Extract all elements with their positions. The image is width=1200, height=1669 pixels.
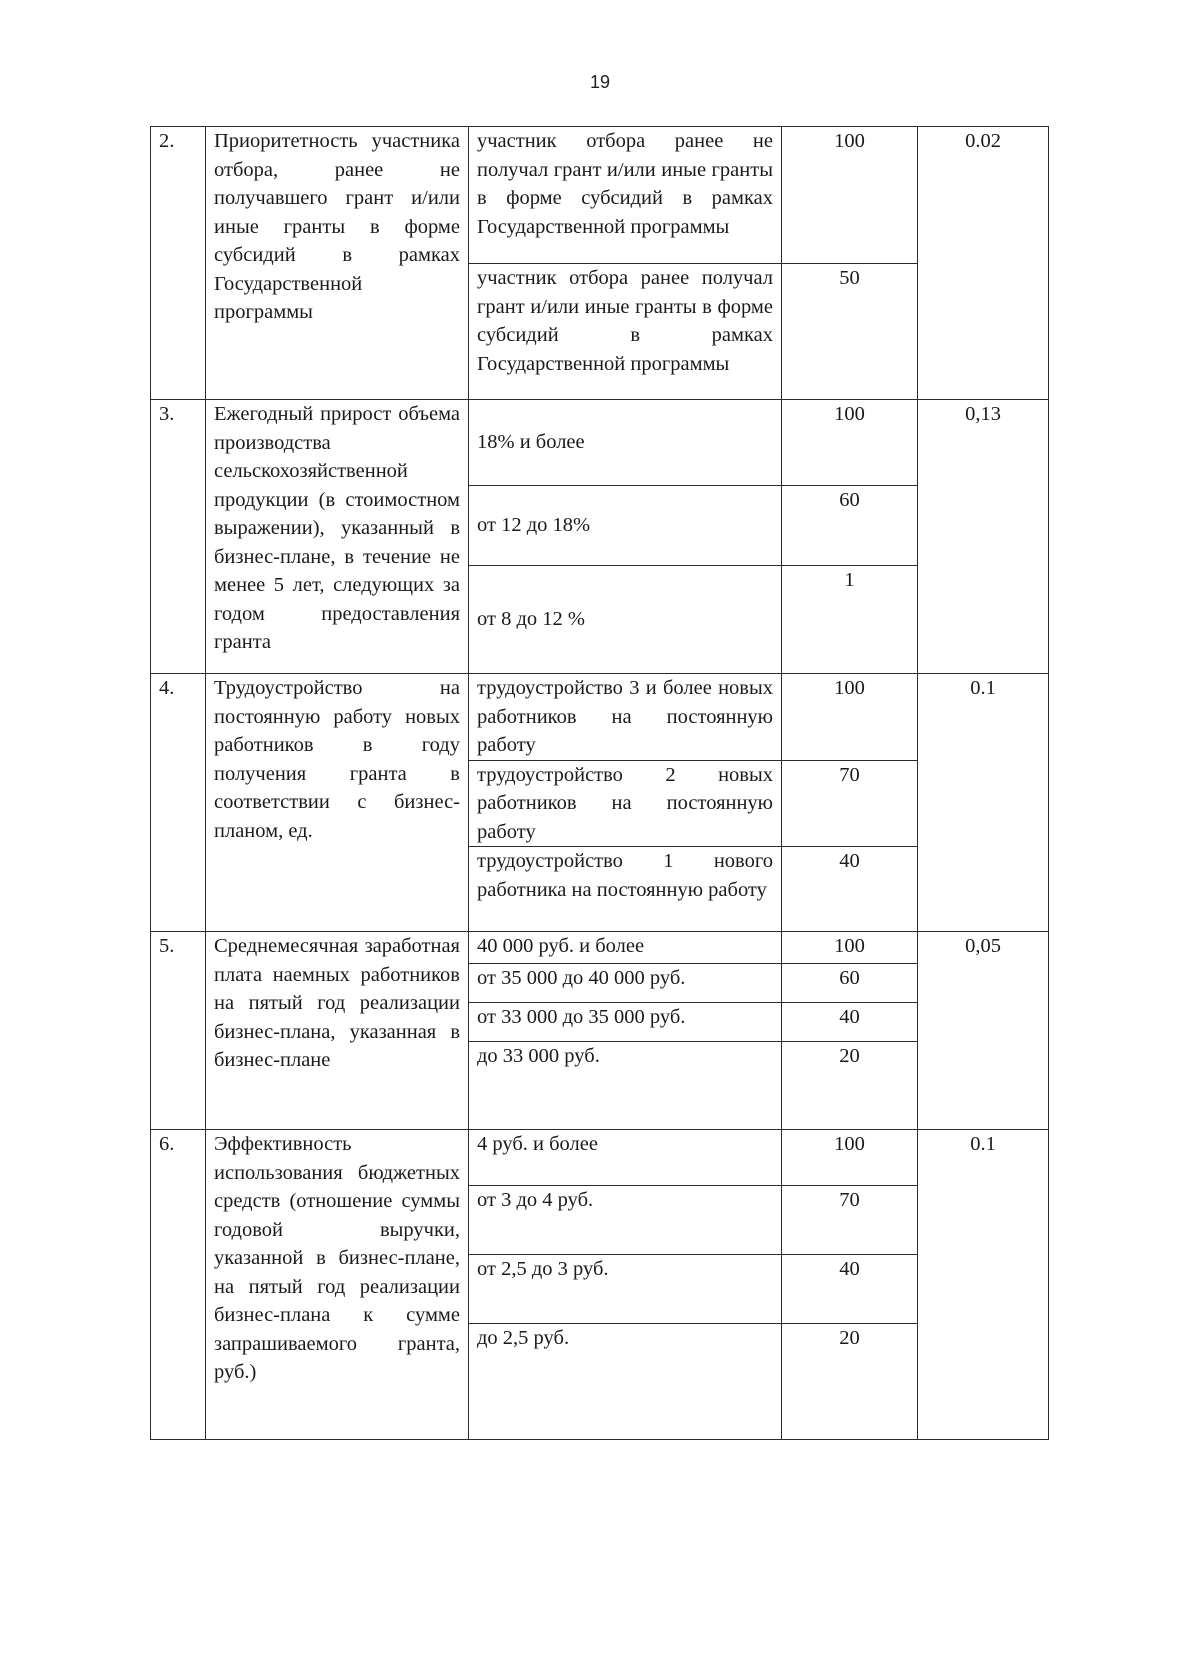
criterion-value: от 33 000 до 35 000 руб.	[469, 1003, 782, 1042]
criterion-value: от 12 до 18%	[469, 486, 782, 566]
criterion-score: 100	[782, 400, 918, 486]
criterion-value: до 2,5 руб.	[469, 1324, 782, 1440]
criterion-score: 70	[782, 1186, 918, 1255]
criterion-value: трудоустройство 1 нового работника на постоянную работу	[469, 847, 782, 932]
criterion-number: 6.	[151, 1130, 206, 1440]
criterion-score: 100	[782, 1130, 918, 1186]
criterion-name: Трудоустройство на постоянную работу новых работников в году получения гранта в соответствии с бизнес-планом, ед.	[206, 674, 469, 932]
criterion-weight: 0,13	[918, 400, 1049, 674]
criterion-score: 20	[782, 1042, 918, 1130]
criterion-value: до 33 000 руб.	[469, 1042, 782, 1130]
table-row	[151, 1130, 1049, 1186]
criterion-value: 40 000 руб. и более	[469, 932, 782, 964]
criterion-value: от 2,5 до 3 руб.	[469, 1255, 782, 1324]
criterion-value: от 3 до 4 руб.	[469, 1186, 782, 1255]
criterion-score: 40	[782, 1255, 918, 1324]
criteria-table	[150, 126, 1049, 1440]
criterion-number: 4.	[151, 674, 206, 932]
criterion-score: 60	[782, 486, 918, 566]
criterion-number: 3.	[151, 400, 206, 674]
table-row	[151, 127, 1049, 264]
criterion-score: 40	[782, 847, 918, 932]
criterion-value: участник отбора ранее получал грант и/или иные гранты в форме субсидий в рамках Государственной программы	[469, 264, 782, 400]
table-row	[151, 400, 1049, 486]
criterion-score: 70	[782, 760, 918, 847]
criterion-name: Среднемесячная заработная плата наемных работников на пятый год реализации бизнес-плана, указанная в бизнес-плане	[206, 932, 469, 1130]
criterion-value: от 8 до 12 %	[469, 566, 782, 674]
criterion-value: трудоустройство 2 новых работников на постоянную работу	[469, 760, 782, 847]
criterion-weight: 0.1	[918, 1130, 1049, 1440]
criterion-score: 100	[782, 932, 918, 964]
criterion-value: 18% и более	[469, 400, 782, 486]
criterion-name: Приоритетность участника отбора, ранее не получавшего грант и/или иные гранты в форме субсидий в рамках Государственной программы	[206, 127, 469, 400]
criterion-value: от 35 000 до 40 000 руб.	[469, 964, 782, 1003]
criterion-score: 1	[782, 566, 918, 674]
criterion-score: 50	[782, 264, 918, 400]
criterion-value: 4 руб. и более	[469, 1130, 782, 1186]
criterion-number: 2.	[151, 127, 206, 400]
table-row	[151, 932, 1049, 964]
criterion-name: Эффективность использования бюджетных средств (отношение суммы годовой выручки, указанной в бизнес-плане, на пятый год реализации бизнес-плана к сумме запрашиваемого гранта, руб.)	[206, 1130, 469, 1440]
criterion-name: Ежегодный прирост объема производства сельскохозяйственной продукции (в стоимостном выражении), указанный в бизнес-плане, в течение не менее 5 лет, следующих за годом предоставления гранта	[206, 400, 469, 674]
criterion-value: трудоустройство 3 и более новых работников на постоянную работу	[469, 674, 782, 761]
criterion-score: 20	[782, 1324, 918, 1440]
criterion-score: 40	[782, 1003, 918, 1042]
page-number: 19	[589, 72, 611, 92]
criterion-weight: 0.02	[918, 127, 1049, 400]
criterion-weight: 0.1	[918, 674, 1049, 932]
criterion-value: участник отбора ранее не получал грант и/или иные гранты в форме субсидий в рамках Государственной программы	[469, 127, 782, 264]
criterion-score: 60	[782, 964, 918, 1003]
criterion-weight: 0,05	[918, 932, 1049, 1130]
criterion-score: 100	[782, 127, 918, 264]
table-row	[151, 674, 1049, 761]
criterion-score: 100	[782, 674, 918, 761]
criterion-number: 5.	[151, 932, 206, 1130]
